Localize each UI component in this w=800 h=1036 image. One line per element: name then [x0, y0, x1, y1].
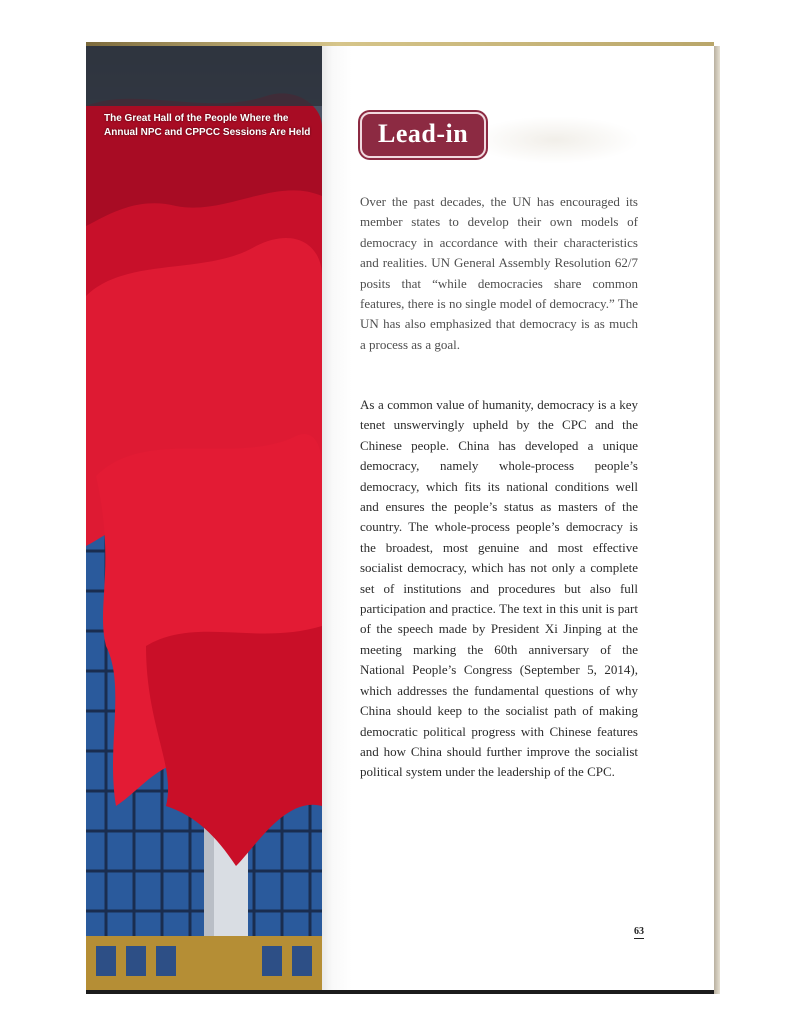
lead-in-heading: Lead-in [378, 119, 469, 148]
heading-background-wash [470, 116, 640, 164]
photo-top-shade [86, 46, 322, 106]
text-page [322, 46, 714, 990]
great-hall-photo [86, 46, 322, 990]
great-hall-illustration [86, 46, 322, 990]
photo-caption: The Great Hall of the People Where the Annual NPC and CPPCC Sessions Are Held [104, 113, 311, 138]
book-spread [86, 42, 714, 994]
lead-in-heading-box [360, 112, 486, 158]
page-side-edge [714, 46, 720, 994]
paragraph-2: As a common value of humanity, democracy is a key tenet unswervingly upheld by the CPC and the Chinese people. China has developed a unique democracy, namely whole-process people’s democracy, which fits its national conditions well and ensures the people’s status as masters of the country. The whole-process people’s democracy is the broadest, most genuine and most effective socialist democracy, which has not only a complete set of institutions and procedures but also full participation and practice. The text in this unit is part of the speech made by President Xi Jinping at the meeting marking the 60th anniversary of the National People’s Congress (September 5, 2014), which addresses the fundamental questions of why China should keep to the socialist path of making democratic political progress with Chinese features and how China should further improve the socialist political system under the leadership of the CPC. [360, 397, 638, 780]
golden-base [86, 936, 322, 990]
heading-area [360, 112, 620, 172]
page-number: 63 [634, 926, 644, 937]
paragraph-1: Over the past decades, the UN has encouraged its member states to develop their own models of democracy in accordance with their characteristics and realities. UN General Assembly Resolution 62/7 posits that “while democracies share common features, there is no single model of democracy.” The UN has also emphasized that democracy is as much a process as a goal. [360, 194, 638, 352]
